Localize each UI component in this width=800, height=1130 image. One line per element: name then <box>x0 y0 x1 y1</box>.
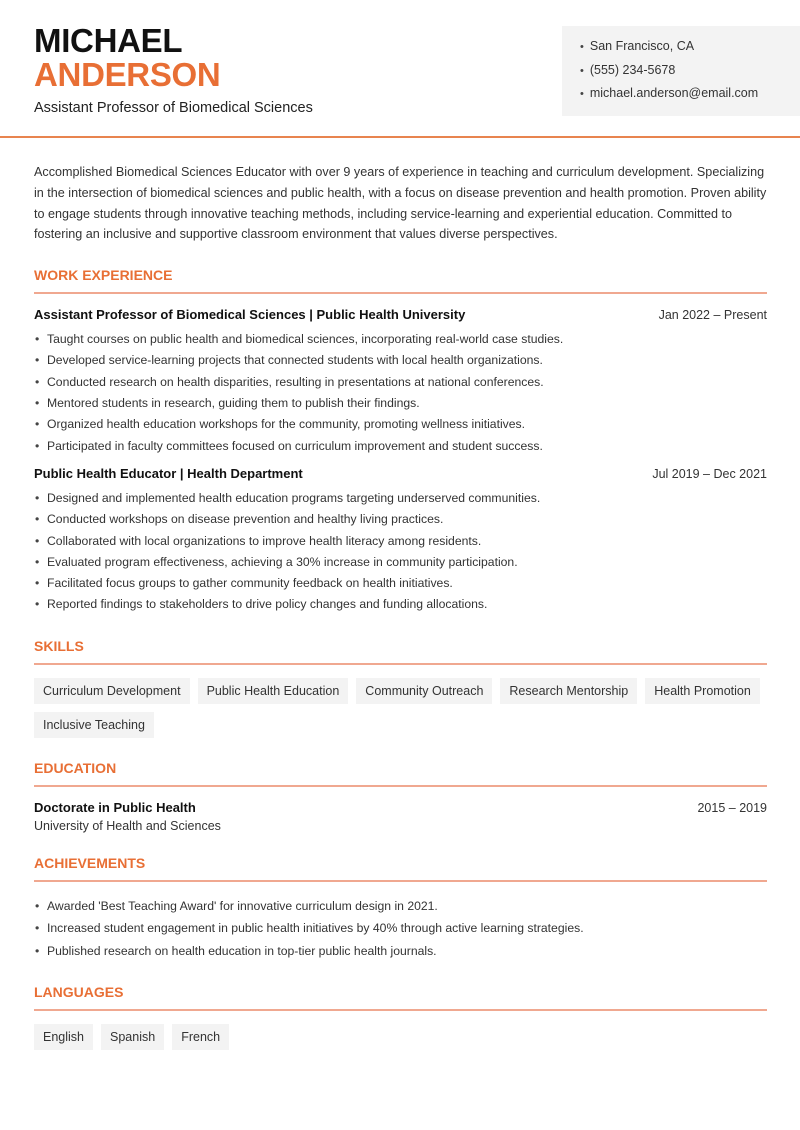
bullet-item: • Developed service-learning projects that connected students with local health organizations. <box>34 350 767 371</box>
job-role: Assistant Professor of Biomedical Sciences | Public Health University <box>34 307 466 323</box>
job-role: Public Health Educator | Health Department <box>34 465 303 481</box>
education-date: 2015 – 2019 <box>697 800 767 815</box>
skill-chip: Public Health Education <box>198 678 349 704</box>
bullet-item: • Reported findings to stakeholders to drive policy changes and funding allocations. <box>34 594 767 615</box>
school: University of Health and Sciences <box>34 818 221 833</box>
job-date: Jan 2022 – Present <box>658 308 767 323</box>
bullet-item: • Collaborated with local organizations to improve health literacy among residents. <box>34 531 767 552</box>
bullet-item: • Conducted workshops on disease prevention and healthy living practices. <box>34 509 767 530</box>
degree: Doctorate in Public Health <box>34 799 196 815</box>
skill-chip: Community Outreach <box>356 678 492 704</box>
section-title-languages: LANGUAGES <box>34 984 767 1011</box>
bullet-item: • Taught courses on public health and biomedical sciences, incorporating real-world case studies. <box>34 329 767 350</box>
section-title-work: WORK EXPERIENCE <box>34 267 767 294</box>
job-entry <box>34 466 767 616</box>
bullet-item: • Evaluated program effectiveness, achieving a 30% increase in community participation. <box>34 552 767 573</box>
section-title-skills: SKILLS <box>34 638 767 665</box>
bullet-item: • Conducted research on health disparities, resulting in presentations at national conferences. <box>34 372 767 393</box>
contact-box <box>562 26 800 116</box>
summary: Accomplished Biomedical Sciences Educator with over 9 years of experience in teaching and curriculum development. Specializing in the intersection of biomedical sciences and public health, with a focus on disease prevention and health promotion. Proven ability to engage students through innovative teaching methods, including service-learning and experiential education. Committed to fostering an inclusive and supportive classroom environment that values diverse perspectives. <box>34 165 767 242</box>
bullet-item: • Designed and implemented health education programs targeting underserved communities. <box>34 488 767 509</box>
contact-phone: • (555) 234-5678 <box>580 62 800 86</box>
job-entry <box>34 307 767 457</box>
language-chip: English <box>34 1024 93 1050</box>
job-bullets <box>34 488 767 616</box>
contact-location: • San Francisco, CA <box>580 38 800 62</box>
skills-list <box>34 678 767 738</box>
language-chip: Spanish <box>101 1024 164 1050</box>
skill-chip: Health Promotion <box>645 678 760 704</box>
job-title: Assistant Professor of Biomedical Sciences <box>34 100 313 116</box>
language-chip: French <box>172 1024 229 1050</box>
achievements-list <box>34 895 767 963</box>
candidate-name <box>34 24 220 92</box>
skill-chip: Inclusive Teaching <box>34 712 154 738</box>
bullet-item: • Organized health education workshops for the community, promoting wellness initiatives. <box>34 414 767 435</box>
bullet-item: • Mentored students in research, guiding them to publish their findings. <box>34 393 767 414</box>
achievement-item: • Awarded 'Best Teaching Award' for innovative curriculum design in 2021. <box>34 895 767 918</box>
bullet-item: • Facilitated focus groups to gather community feedback on health initiatives. <box>34 573 767 594</box>
skill-chip: Curriculum Development <box>34 678 190 704</box>
first-name: MICHAEL <box>34 22 183 59</box>
resume-body <box>34 162 767 1050</box>
section-title-education: EDUCATION <box>34 760 767 787</box>
achievement-item: • Published research on health education in top-tier public health journals. <box>34 940 767 963</box>
education-entry <box>34 800 767 833</box>
achievement-item: • Increased student engagement in public health initiatives by 40% through active learning strategies. <box>34 917 767 940</box>
resume-header <box>0 0 800 138</box>
section-title-achievements: ACHIEVEMENTS <box>34 855 767 882</box>
last-name: ANDERSON <box>34 56 221 93</box>
bullet-item: • Participated in faculty committees focused on curriculum improvement and student success. <box>34 436 767 457</box>
job-bullets <box>34 329 767 457</box>
job-date: Jul 2019 – Dec 2021 <box>652 466 767 481</box>
skill-chip: Research Mentorship <box>500 678 637 704</box>
contact-email[interactable]: • michael.anderson@email.com <box>580 85 800 109</box>
languages-list <box>34 1024 767 1050</box>
